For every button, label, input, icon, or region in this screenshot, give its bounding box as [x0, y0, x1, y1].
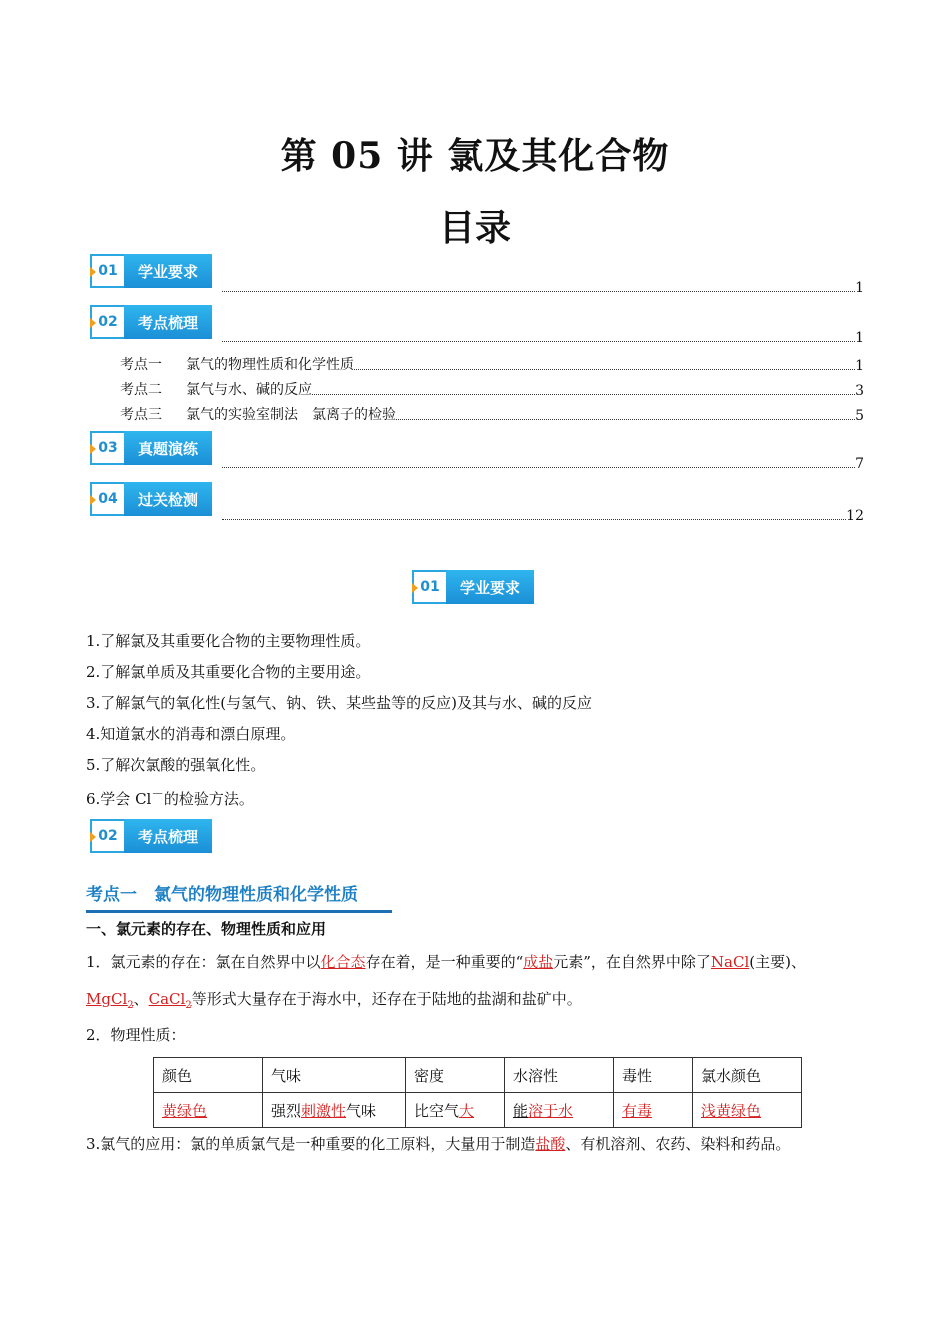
toc-page: 1 [855, 280, 864, 296]
badge-number: 03 [90, 431, 124, 465]
text: 、有机溶剂、农药、染料和药品。 [565, 1135, 791, 1153]
text: 3.氯气的应用：氯的单质氯气是一种重要的化工原料，大量用于制造 [86, 1135, 536, 1153]
badge-label: 过关检测 [124, 482, 212, 516]
text: 元素”，在自然界中除了 [553, 953, 711, 971]
table-header: 气味 [263, 1058, 406, 1093]
badge-label: 考点梳理 [124, 305, 212, 339]
text: 1．氯元素的存在：氯在自然界中以 [86, 953, 321, 971]
table-header: 颜色 [154, 1058, 263, 1093]
badge-number: 01 [90, 254, 124, 288]
toc-title: 目录 [438, 207, 511, 249]
page-title: 第 05 讲 氯及其化合物 [280, 135, 670, 177]
table-header: 毒性 [614, 1058, 693, 1093]
kaodian-heading: 考点一 氯气的物理性质和化学性质 [86, 885, 358, 905]
toc-row-01[interactable] [222, 280, 864, 296]
requirement-4: 4.知道氯水的消毒和漂白原理。 [86, 725, 296, 743]
toc-page: 7 [855, 456, 864, 472]
answer-blank: 化合态 [320, 953, 366, 971]
badge-number: 02 [90, 819, 124, 853]
table-row [154, 1093, 802, 1128]
section-badge-02 [90, 819, 212, 853]
toc-leader [222, 519, 846, 520]
toc-sub-text: 氯气的物理性质和化学性质 [186, 357, 354, 373]
text: 、 [133, 990, 149, 1008]
req6-post: 的检验方法。 [163, 790, 254, 808]
text: 强烈 [271, 1101, 302, 1120]
toc-page: 3 [855, 383, 864, 399]
answer-blank: 大 [459, 1101, 475, 1120]
formula: MgCl [86, 990, 128, 1008]
properties-table [153, 1057, 802, 1128]
toc-leader [222, 341, 855, 342]
toc-page: 5 [855, 408, 864, 424]
toc-page: 12 [846, 508, 864, 524]
badge-label: 考点梳理 [124, 819, 212, 853]
toc-sub-key: 考点三 [120, 407, 162, 423]
paragraph-existence [86, 944, 866, 1024]
toc-subitem-2[interactable] [120, 379, 864, 399]
toc-sub-key: 考点二 [120, 382, 162, 398]
section-badge-01 [412, 570, 534, 604]
table-header: 水溶性 [505, 1058, 614, 1093]
text: 等形式大量存在于海水中，还存在于陆地的盐湖和盐矿中。 [191, 990, 582, 1008]
subscript: 2 [185, 1000, 192, 1011]
answer-blank: 成盐 [523, 953, 554, 971]
paragraph-application [86, 1126, 866, 1163]
badge-number: 02 [90, 305, 124, 339]
table-header: 密度 [406, 1058, 505, 1093]
toc-page: 1 [855, 358, 864, 374]
table-cell [154, 1093, 263, 1128]
toc-sub-text: 氯气与水、碱的反应 [186, 382, 312, 398]
toc-sub-key: 考点一 [120, 357, 162, 373]
answer-blank: 黄绿色 [162, 1101, 208, 1120]
toc-leader [312, 394, 855, 395]
table-cell [406, 1093, 505, 1128]
toc-page: 1 [855, 330, 864, 346]
toc-sub-text: 氯气的实验室制法 氯离子的检验 [186, 407, 396, 423]
properties-table-wrap [153, 1057, 802, 1128]
kaodian-underline [86, 910, 392, 913]
table-header-row [154, 1058, 802, 1093]
toc-subitem-1[interactable] [120, 354, 864, 374]
formula: CaCl [148, 990, 186, 1008]
req6-superscript: － [151, 786, 164, 801]
requirement-5: 5.了解次氯酸的强氧化性。 [86, 756, 266, 774]
badge-label: 学业要求 [124, 254, 212, 288]
answer-blank: 刺激性 [301, 1101, 347, 1120]
badge-number: 01 [412, 570, 446, 604]
toc-leader [396, 419, 855, 420]
text: 存在着，是一种重要的“ [365, 953, 524, 971]
toc-row-03[interactable] [222, 456, 864, 472]
answer-blank: NaCl [710, 953, 750, 971]
subscript: 2 [127, 1000, 134, 1011]
text: 能 [513, 1101, 529, 1120]
toc-badge-03[interactable] [90, 431, 212, 465]
table-cell [263, 1093, 406, 1128]
answer-blank: 盐酸 [535, 1135, 566, 1153]
answer-blank: 浅黄绿色 [701, 1101, 762, 1120]
toc-leader [222, 467, 855, 468]
toc-leader [222, 291, 855, 292]
requirement-6 [86, 784, 254, 809]
toc-row-04[interactable] [222, 508, 864, 524]
table-cell [693, 1093, 802, 1128]
badge-label: 真题演练 [124, 431, 212, 465]
section-heading: 一、氯元素的存在、物理性质和应用 [86, 920, 327, 938]
text: 气味 [346, 1101, 377, 1120]
toc-row-02[interactable] [222, 330, 864, 346]
requirement-2: 2.了解氯单质及其重要化合物的主要用途。 [86, 663, 371, 681]
text: (主要)、 [749, 953, 806, 971]
table-header: 氯水颜色 [693, 1058, 802, 1093]
requirement-1: 1.了解氯及其重要化合物的主要物理性质。 [86, 632, 371, 650]
answer-blank [86, 990, 134, 1011]
req6-pre: 6.学会 Cl [86, 790, 152, 808]
badge-number: 04 [90, 482, 124, 516]
answer-blank: 溶于水 [528, 1101, 574, 1120]
table-cell [614, 1093, 693, 1128]
table-cell [505, 1093, 614, 1128]
text: 比空气 [414, 1101, 460, 1120]
requirement-3: 3.了解氯气的氧化性(与氢气、钠、铁、某些盐等的反应)及其与水、碱的反应 [86, 694, 593, 712]
toc-badge-04[interactable] [90, 482, 212, 516]
toc-badge-02[interactable] [90, 305, 212, 339]
toc-leader [354, 369, 855, 370]
badge-label: 学业要求 [446, 570, 534, 604]
paragraph-physical: 2．物理性质： [86, 1026, 186, 1044]
answer-blank: 有毒 [622, 1101, 653, 1120]
toc-badge-01[interactable] [90, 254, 212, 288]
answer-blank [148, 990, 192, 1011]
toc-subitem-3[interactable] [120, 404, 864, 424]
